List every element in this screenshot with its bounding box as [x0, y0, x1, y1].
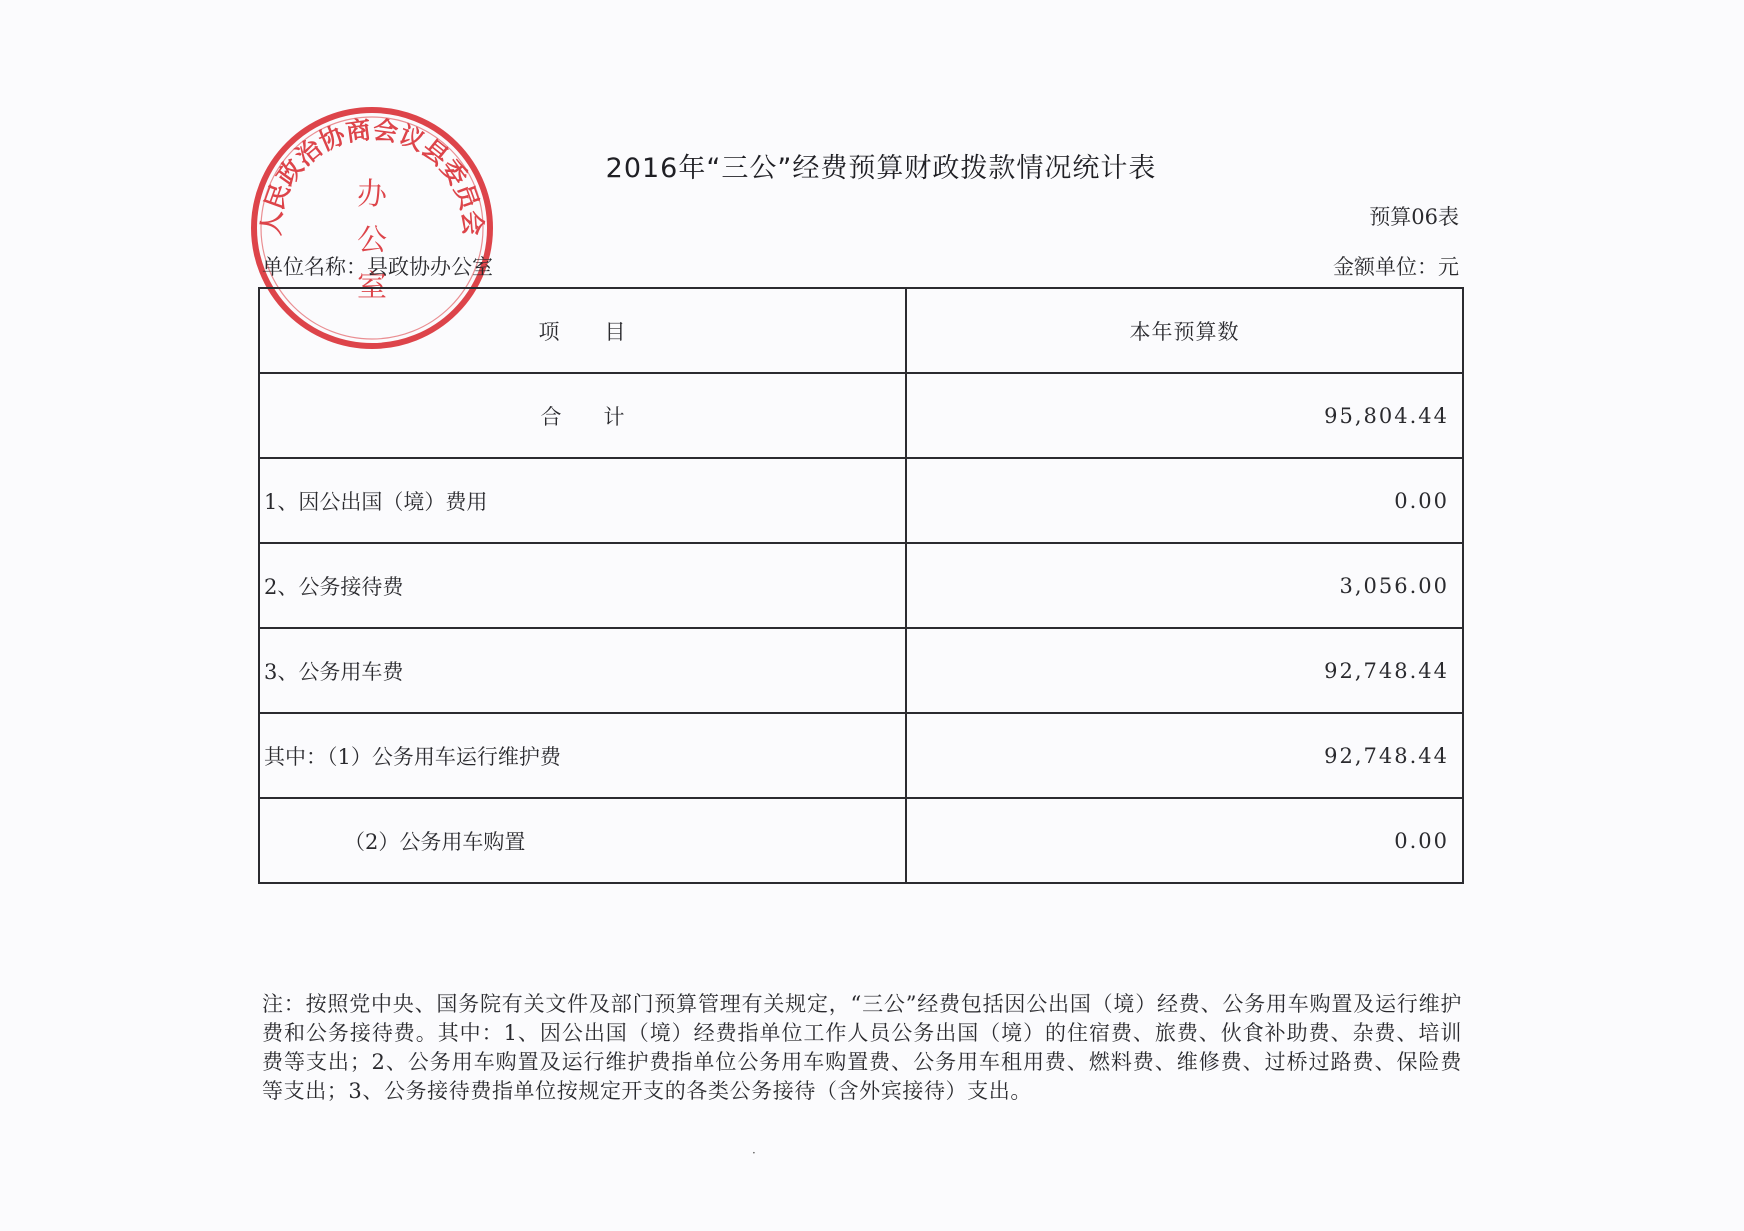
amount-unit: 金额单位：元: [1333, 255, 1459, 279]
row-amount: 92,748.44: [906, 713, 1463, 798]
header-amount: 本年预算数: [906, 288, 1463, 373]
row-amount: 92,748.44: [906, 628, 1463, 713]
header-item: 项 目: [259, 288, 906, 373]
table-row: [259, 798, 1463, 883]
row-item-label: 2、公务接待费: [259, 543, 906, 628]
row-item-label: 其中：（1）公务用车运行维护费: [259, 713, 906, 798]
footnote: 注：按照党中央、国务院有关文件及部门预算管理有关规定，“三公”经费包括因公出国（境）经费、公务用车购置及运行维护费和公务接待费。其中：1、因公出国（境）经费指单位工作人员公务出国（境）的住宿费、旅费、伙食补助费、杂费、培训费等支出；2、公务用车购置及运行维护费指单位公务用车购置费、公务用车租用费、燃料费、维修费、过桥过路费、保险费等支出；3、公务接待费指单位按规定开支的各类公务接待（含外宾接待）支出。: [262, 992, 1462, 1103]
table-row: [259, 713, 1463, 798]
document-title: 2016年“三公”经费预算财政拨款情况统计表: [605, 153, 1157, 184]
table-row: [259, 628, 1463, 713]
svg-text:人民政治协商会议县委员会: 人民政治协商会议县委员会: [256, 114, 488, 237]
svg-text:室: 室: [357, 269, 387, 304]
row-amount: 95,804.44: [906, 373, 1463, 458]
unit-name: 单位名称：县政协办公室: [262, 255, 493, 279]
row-item-label: 合 计: [259, 373, 906, 458]
form-code: 预算06表: [1369, 205, 1459, 229]
row-amount: 3,056.00: [906, 543, 1463, 628]
table-row-total: [259, 373, 1463, 458]
scan-speck: ·: [752, 1146, 756, 1160]
row-item-label: 1、因公出国（境）费用: [259, 458, 906, 543]
row-amount: 0.00: [906, 798, 1463, 883]
svg-text:公: 公: [357, 223, 387, 258]
svg-text:办: 办: [357, 177, 387, 212]
row-item-label: 3、公务用车费: [259, 628, 906, 713]
table-row: [259, 458, 1463, 543]
table-header-row: [259, 288, 1463, 373]
row-item-label: （2）公务用车购置: [259, 798, 906, 883]
table-row: [259, 543, 1463, 628]
row-amount: 0.00: [906, 458, 1463, 543]
budget-table: [258, 287, 1464, 884]
